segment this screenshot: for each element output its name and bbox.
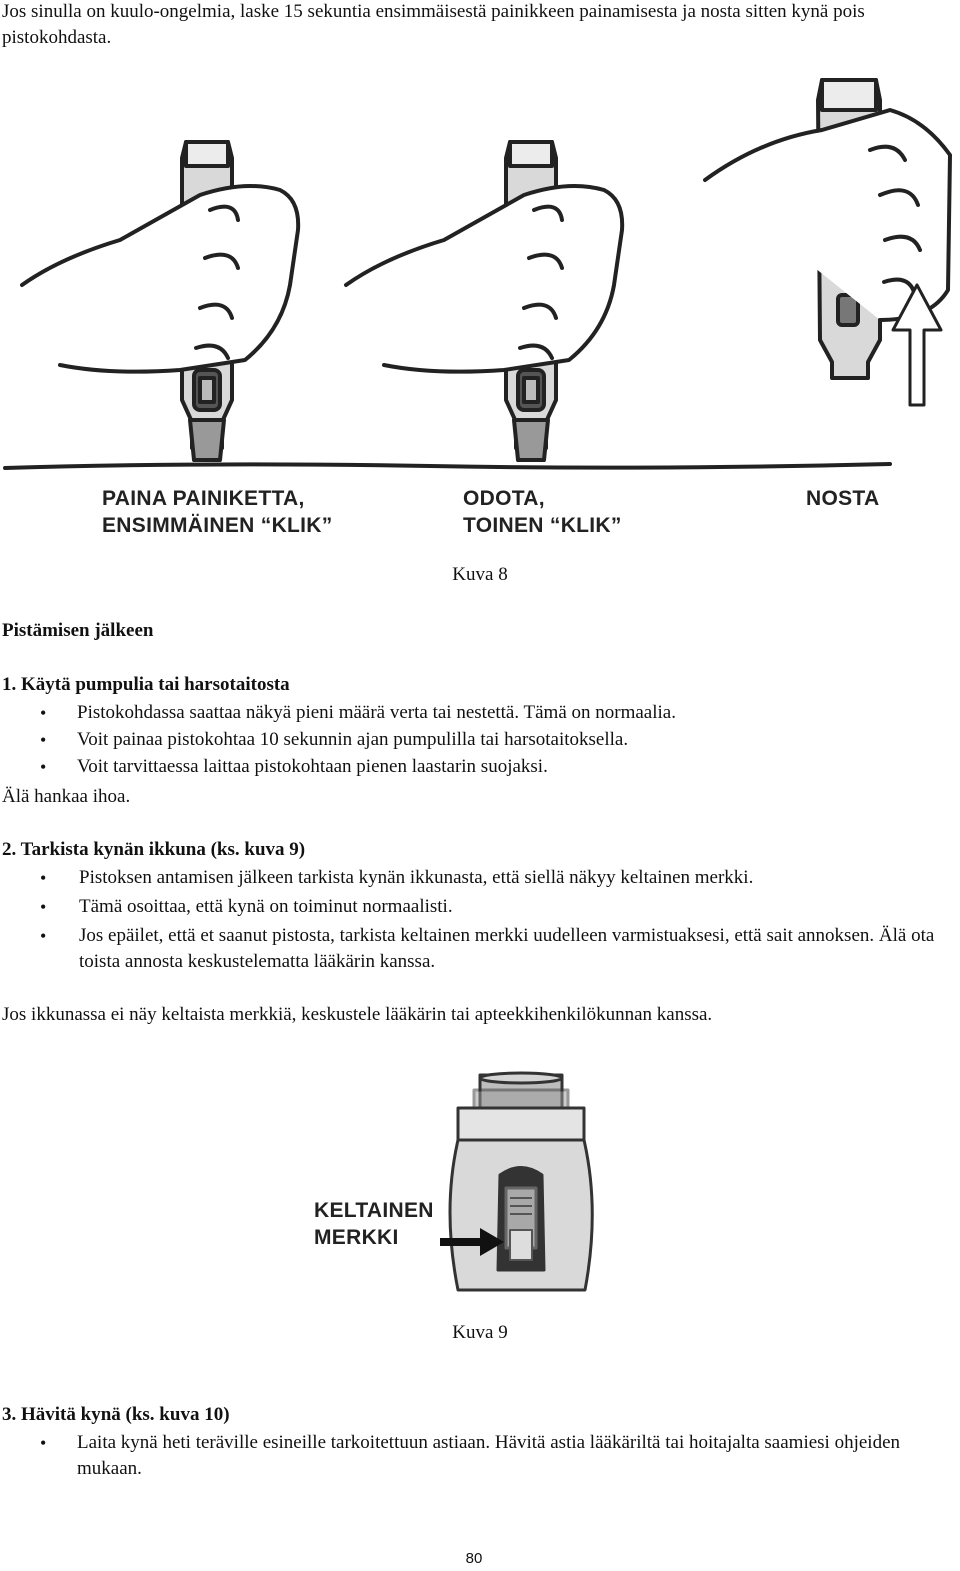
list-item: • Pistoksen antamisen jälkeen tarkista kynän ikkunasta, että siellä näkyy keltainen merkki. bbox=[79, 865, 949, 891]
list-item: • Voit tarvittaessa laittaa pistokohtaan pienen laastarin suojaksi. bbox=[77, 754, 676, 780]
figure-8-step1-label: PAINA PAINIKETTA, ENSIMMÄINEN “KLIK” bbox=[102, 487, 333, 537]
figure-9-illustration bbox=[440, 1070, 740, 1295]
section-3-heading: 3. Hävitä kynä (ks. kuva 10) bbox=[2, 1404, 230, 1425]
list-item: • Jos epäilet, että et saanut pistosta, tarkista keltainen merkki uudelleen varmistuaksesi, että sait annoksen. Älä ota toista annosta keskustelematta lääkärin kanssa. bbox=[79, 923, 949, 975]
section-2-heading: 2. Tarkista kynän ikkuna (ks. kuva 9) bbox=[2, 839, 306, 860]
pen-wait-illustration bbox=[346, 142, 622, 460]
section-2-bullets bbox=[79, 865, 949, 975]
page-number: 80 bbox=[465, 1550, 483, 1567]
list-item: • Tämä osoittaa, että kynä on toiminut normaalisti. bbox=[79, 894, 949, 920]
figure-8-caption: Kuva 8 bbox=[452, 564, 508, 585]
list-item: • Voit painaa pistokohtaa 10 sekunnin ajan pumpulilla tai harsotaitoksella. bbox=[77, 727, 676, 753]
list-item: • Laita kynä heti teräville esineille tarkoitettuun astiaan. Hävitä astia lääkäriltä tai hoitajalta saamiesi ohjeiden mukaan. bbox=[77, 1430, 927, 1482]
figure-9-caption: Kuva 9 bbox=[452, 1322, 508, 1343]
section-2-note: Jos ikkunassa ei näy keltaista merkkiä, keskustele lääkärin tai apteekkihenkilökunnan kanssa. bbox=[2, 1004, 713, 1025]
yellow-mark-label: KELTAINEN MERKKI bbox=[314, 1199, 434, 1249]
section-1-bullets bbox=[77, 700, 676, 780]
list-item: • Pistokohdassa saattaa näkyä pieni määrä verta tai nestettä. Tämä on normaalia. bbox=[77, 700, 676, 726]
section-3-bullets bbox=[77, 1430, 927, 1482]
figure-8-step3-label: NOSTA bbox=[806, 487, 880, 510]
figure-8-step2-label: ODOTA, TOINEN “KLIK” bbox=[463, 487, 622, 537]
section-1-heading: 1. Käytä pumpulia tai harsotaitosta bbox=[2, 674, 290, 695]
section-1-note: Älä hankaa ihoa. bbox=[2, 786, 131, 807]
after-injection-heading: Pistämisen jälkeen bbox=[2, 620, 154, 641]
figure-8-illustration bbox=[0, 70, 960, 540]
pen-press-illustration bbox=[22, 142, 298, 460]
intro-paragraph: Jos sinulla on kuulo-ongelmia, laske 15 sekuntia ensimmäisestä painikkeen painamisesta ja nosta sitten kynä pois pistokohdasta. bbox=[2, 1, 865, 48]
